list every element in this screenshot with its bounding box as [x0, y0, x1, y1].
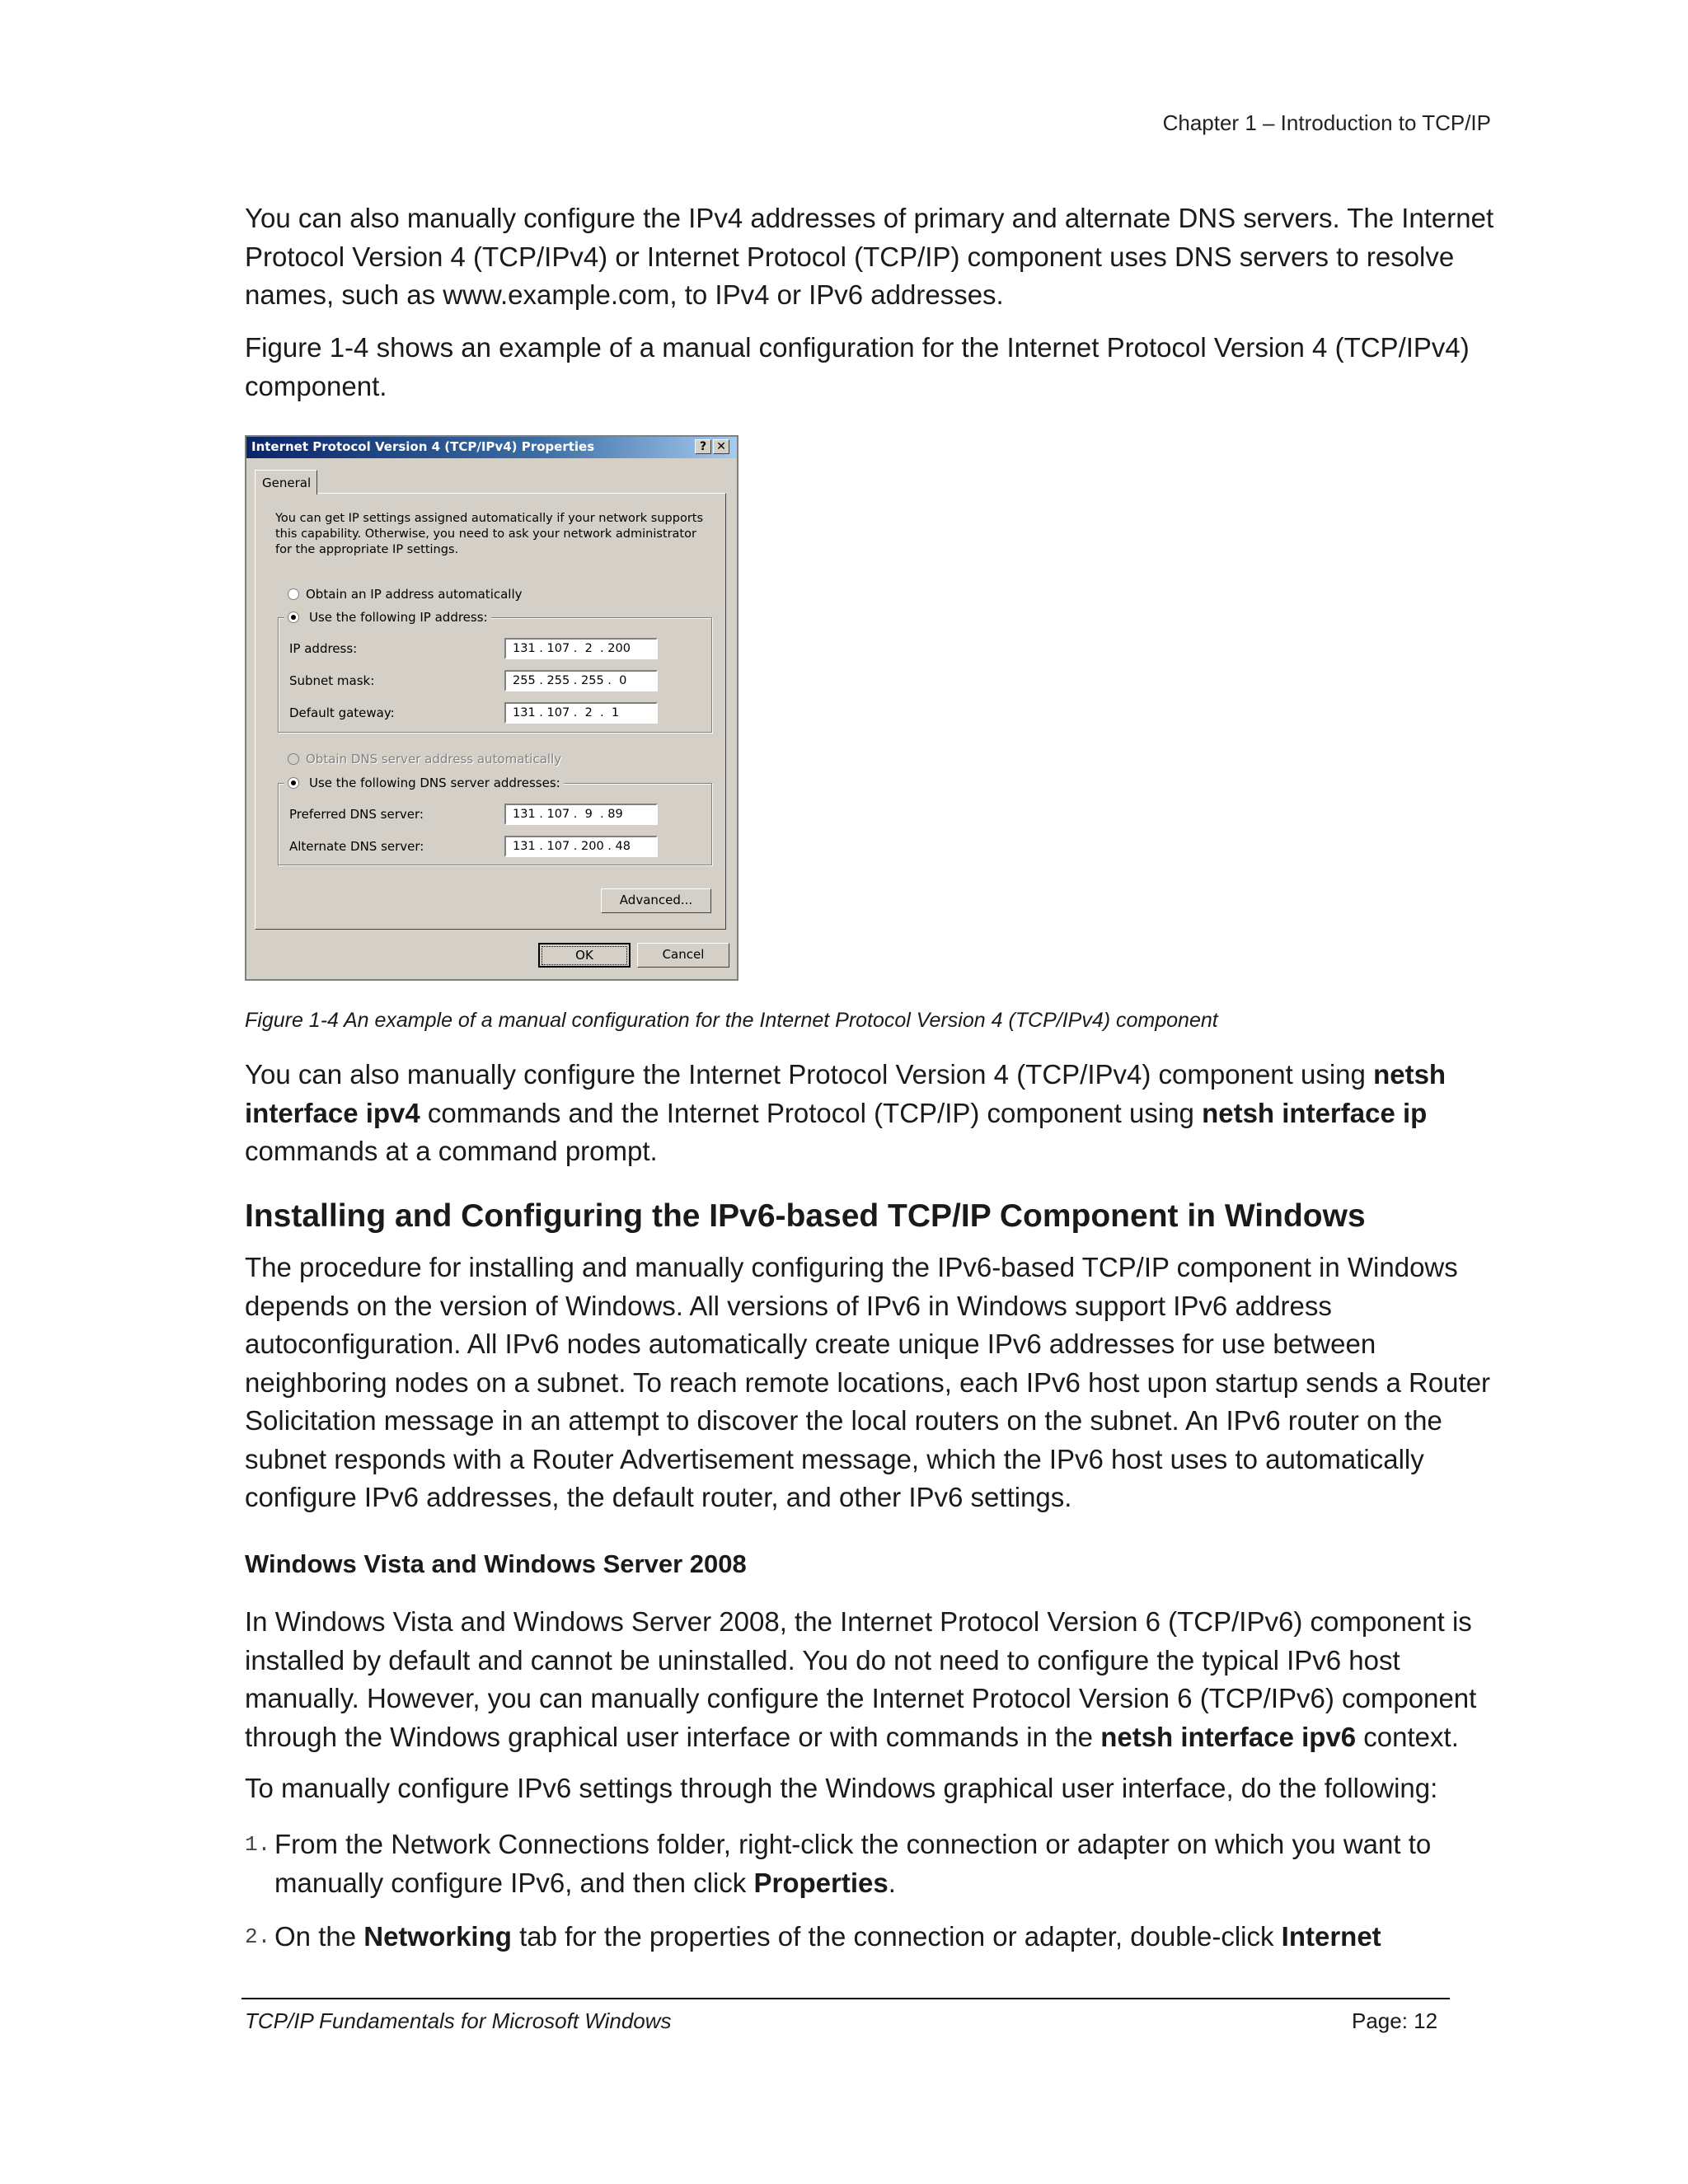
step-2-text [274, 1918, 1498, 1957]
paragraph-figure-ref: Figure 1-4 shows an example of a manual configuration for the Internet Protocol Version 4 (TCP/IPv4) component. [245, 332, 1470, 401]
section-heading: Installing and Configuring the IPv6-based TCP/IP Component in Windows [245, 1198, 1366, 1234]
step-2-text-2: tab for the properties of the connection or adapter, double-click [511, 1921, 1282, 1952]
paragraph-netsh [245, 1056, 1498, 1171]
radio-obtain-dns-auto-label: Obtain DNS server address automatically [306, 752, 562, 766]
list-item-step-2 [245, 1915, 1498, 1957]
subsection-heading: Windows Vista and Windows Server 2008 [245, 1549, 747, 1578]
step-1-bold-properties: Properties [753, 1867, 889, 1898]
dialog-intro-text: You can get IP settings assigned automatically if your network supports this capability. Otherwise, you need to ask your network administrator for the appropriate IP settings. [275, 512, 704, 556]
p3-text-2: commands and the Internet Protocol (TCP/IP) component using [420, 1097, 1203, 1128]
p5-text-2: context. [1356, 1721, 1459, 1752]
step-2-text-1: On the [274, 1921, 364, 1952]
step-1-text-1: From the Network Connections folder, right-click the connection or adapter on which you want to manually configure IPv6, and then click [274, 1829, 1432, 1898]
p5-text-1: In Windows Vista and Windows Server 2008, the Internet Protocol Version 6 (TCP/IPv6) component is installed by default and cannot be uninstalled. You do not need to configure the typical IPv6 host manually. However, you can manually configure the Internet Protocol Version 6 (TCP/IPv6) component through the Windows graphical user interface or with commands in the [245, 1606, 1477, 1752]
subnet-mask-label: Subnet mask: [289, 673, 375, 688]
preferred-dns-label: Preferred DNS server: [289, 807, 424, 822]
ipv4-properties-dialog [245, 435, 738, 981]
footer-page-number: Page: 12 [1352, 2008, 1438, 2033]
ip-address-field[interactable]: 131 . 107 . 2 . 200 [504, 638, 658, 659]
step-1-text [274, 1825, 1498, 1902]
radio-use-following-ip-label: Use the following IP address: [309, 610, 488, 625]
help-button[interactable] [695, 439, 711, 454]
chapter-header: Chapter 1 – Introduction to TCP/IP [1162, 110, 1491, 135]
list-item-step-1 [245, 1822, 1498, 1902]
preferred-dns-field[interactable]: 131 . 107 . 9 . 89 [504, 804, 658, 825]
dialog-title: Internet Protocol Version 4 (TCP/IPv4) Properties [251, 439, 595, 454]
advanced-button[interactable]: Advanced... [601, 888, 711, 913]
radio-manual-ip-wrap [284, 608, 491, 626]
radio-use-following-dns-label: Use the following DNS server addresses: [309, 776, 560, 790]
radio-use-following-dns[interactable] [288, 777, 299, 789]
radio-manual-dns-wrap [284, 774, 564, 792]
p3-text-3: commands at a command prompt. [245, 1136, 658, 1166]
close-icon: ✕ [716, 440, 726, 453]
alternate-dns-field[interactable]: 131 . 107 . 200 . 48 [504, 836, 658, 857]
step-1-text-2: . [888, 1867, 896, 1898]
step-2-bold-networking: Networking [363, 1921, 512, 1952]
cancel-button[interactable]: Cancel [637, 943, 729, 968]
step-1-number: 1. [245, 1832, 271, 1857]
paragraph-dns-intro: You can also manually configure the IPv4 addresses of primary and alternate DNS servers. The Internet Protocol Version 4 (TCP/IPv4) or Internet Protocol (TCP/IP) component uses DNS servers to resolve names, such as www.example.com, to IPv4 or IPv6 addresses. [245, 203, 1494, 310]
dialog-titlebar[interactable] [246, 437, 737, 458]
subnet-mask-field[interactable]: 255 . 255 . 255 . 0 [504, 670, 658, 691]
paragraph-gui-steps-intro: To manually configure IPv6 settings through the Windows graphical user interface, do the following: [245, 1773, 1438, 1803]
p3-bold-netsh-ipv4: netsh interface ipv4 [245, 1059, 1447, 1128]
footer-rule [241, 1998, 1450, 1999]
alternate-dns-label: Alternate DNS server: [289, 839, 424, 854]
step-2-number: 2. [245, 1924, 271, 1949]
figure-caption: Figure 1-4 An example of a manual configuration for the Internet Protocol Version 4 (TCP/IPv4) component [245, 1009, 1218, 1032]
step-2-bold-internet: Internet [1281, 1921, 1381, 1952]
ok-button[interactable] [538, 943, 631, 968]
paragraph-ipv6-procedure: The procedure for installing and manually configuring the IPv6-based TCP/IP component in Windows depends on the version of Windows. All versions of IPv6 in Windows support IPv6 address autoconfiguration. All IPv6 nodes automatically create unique IPv6 addresses for use between neighboring nodes on a subnet. To reach remote locations, each IPv6 host upon startup sends a Router Solicitation message in an attempt to discover the local routers on the subnet. An IPv6 router on the subnet responds with a Router Advertisement message, which the IPv6 host uses to automatically configure IPv6 addresses, the default router, and other IPv6 settings. [245, 1252, 1491, 1512]
default-gateway-label: Default gateway: [289, 705, 395, 720]
tab-general[interactable] [255, 470, 317, 494]
footer-book-title: TCP/IP Fundamentals for Microsoft Windows [245, 2008, 672, 2033]
tab-general-label: General [262, 476, 312, 490]
p3-text-1: You can also manually configure the Internet Protocol Version 4 (TCP/IPv4) component using [245, 1059, 1374, 1090]
radio-obtain-ip-auto[interactable] [288, 588, 299, 600]
p3-bold-netsh-ip: netsh interface ip [1202, 1097, 1428, 1128]
paragraph-vista [245, 1603, 1498, 1756]
default-gateway-field[interactable]: 131 . 107 . 2 . 1 [504, 702, 658, 724]
close-button[interactable] [713, 439, 729, 454]
p5-bold-netsh-ipv6: netsh interface ipv6 [1100, 1721, 1357, 1752]
radio-obtain-ip-auto-label: Obtain an IP address automatically [306, 587, 523, 602]
ip-address-label: IP address: [289, 641, 358, 656]
radio-obtain-dns-auto[interactable] [288, 753, 299, 765]
help-icon: ? [699, 440, 707, 453]
ok-button-label: OK [542, 946, 627, 965]
radio-use-following-ip[interactable] [288, 612, 299, 623]
